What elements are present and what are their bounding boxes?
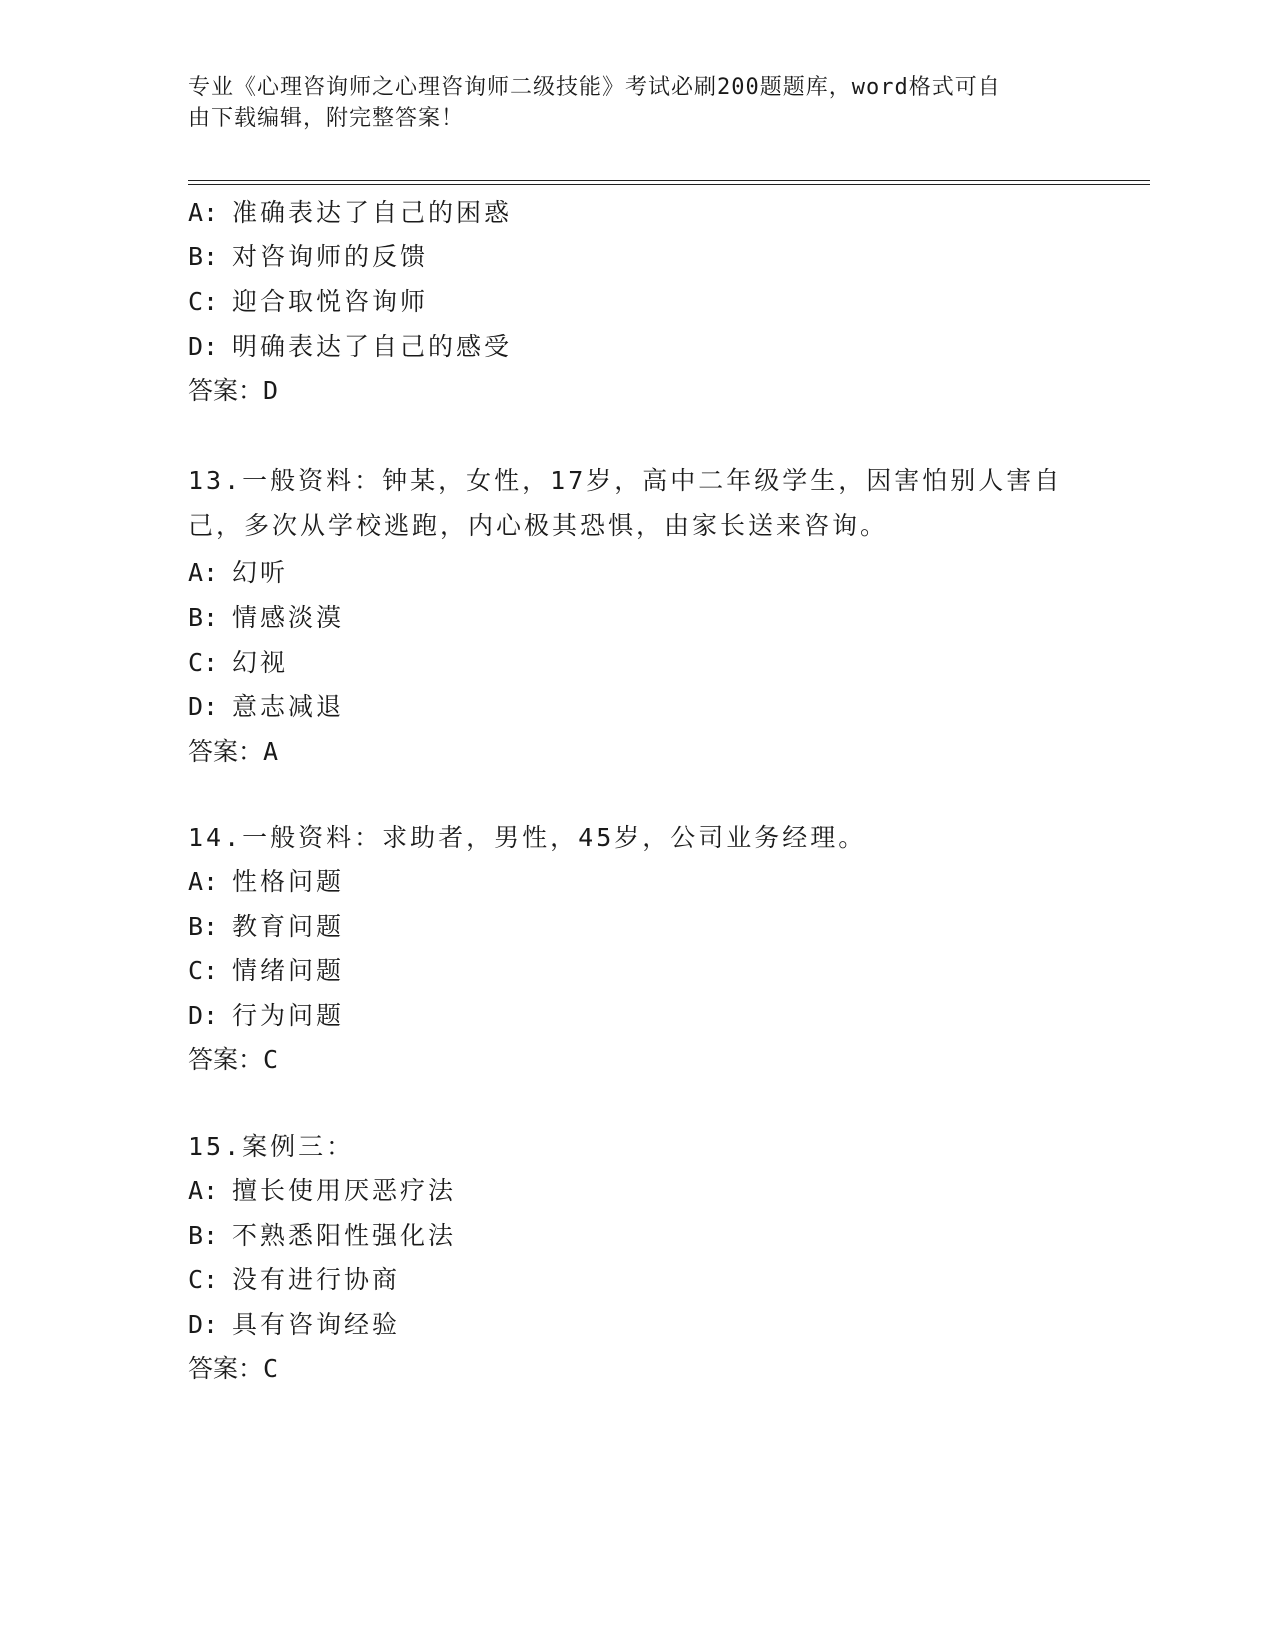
option-label: C: bbox=[188, 956, 219, 985]
header-divider-bottom bbox=[188, 184, 1150, 185]
q14-option-c bbox=[188, 954, 344, 988]
q13-stem: 13.一般资料：钟某，女性，17岁，高中二年级学生，因害怕别人害自己，多次从学校逃跑，内心极其恐惧，由家长送来咨询。 bbox=[188, 466, 1063, 540]
q13-option-c bbox=[188, 646, 288, 680]
answer-label: 答案： bbox=[188, 1355, 264, 1383]
q15-option-d bbox=[188, 1308, 400, 1342]
document-header bbox=[188, 72, 1068, 134]
option-text: 明确表达了自己的感受 bbox=[232, 332, 513, 361]
q12-option-b bbox=[188, 240, 428, 274]
option-text: 教育问题 bbox=[232, 912, 345, 941]
option-label: A: bbox=[188, 198, 219, 227]
option-label: C: bbox=[188, 648, 219, 677]
option-label: D: bbox=[188, 1001, 219, 1030]
q12-answer bbox=[188, 374, 278, 408]
q15-option-a bbox=[188, 1174, 456, 1208]
option-label: C: bbox=[188, 1265, 219, 1294]
option-label: C: bbox=[188, 287, 219, 316]
option-label: D: bbox=[188, 1310, 219, 1339]
q14-stem: 14.一般资料：求助者，男性，45岁，公司业务经理。 bbox=[188, 823, 867, 852]
option-text: 不熟悉阳性强化法 bbox=[232, 1221, 457, 1250]
option-text: 幻听 bbox=[232, 558, 289, 587]
option-text: 情绪问题 bbox=[232, 956, 345, 985]
option-label: B: bbox=[188, 1221, 219, 1250]
option-text: 幻视 bbox=[232, 648, 289, 677]
option-text: 情感淡漠 bbox=[232, 603, 345, 632]
header-line-2: 由下载编辑，附完整答案！ bbox=[188, 106, 465, 131]
option-text: 准确表达了自己的困惑 bbox=[232, 198, 513, 227]
q12-option-c bbox=[188, 285, 428, 319]
header-line-1: 专业《心理咨询师之心理咨询师二级技能》考试必刷200题题库，word格式可自 bbox=[188, 75, 1001, 100]
q12-option-a bbox=[188, 196, 512, 230]
q15-stem: 15.案例三： bbox=[188, 1132, 355, 1161]
option-label: B: bbox=[188, 912, 219, 941]
option-label: D: bbox=[188, 332, 219, 361]
q14-option-b bbox=[188, 910, 344, 944]
option-label: A: bbox=[188, 558, 219, 587]
header-divider-top bbox=[188, 180, 1150, 181]
option-label: D: bbox=[188, 692, 219, 721]
q15-option-c bbox=[188, 1263, 400, 1297]
answer-label: 答案： bbox=[188, 738, 264, 766]
option-text: 意志减退 bbox=[232, 692, 345, 721]
answer-value: A bbox=[263, 737, 279, 766]
answer-value: D bbox=[263, 376, 279, 405]
option-label: B: bbox=[188, 603, 219, 632]
q12-option-d bbox=[188, 330, 512, 364]
answer-value: C bbox=[263, 1045, 279, 1074]
answer-label: 答案： bbox=[188, 377, 264, 405]
q13-option-b bbox=[188, 601, 344, 635]
option-text: 对咨询师的反馈 bbox=[232, 242, 429, 271]
q14-option-d bbox=[188, 999, 344, 1033]
q13-option-a bbox=[188, 556, 288, 590]
option-label: A: bbox=[188, 867, 219, 896]
option-label: A: bbox=[188, 1176, 219, 1205]
q14-answer bbox=[188, 1043, 278, 1077]
q13-option-d bbox=[188, 690, 344, 724]
q14-option-a bbox=[188, 865, 344, 899]
option-text: 擅长使用厌恶疗法 bbox=[232, 1176, 457, 1205]
option-text: 行为问题 bbox=[232, 1001, 345, 1030]
answer-label: 答案： bbox=[188, 1046, 264, 1074]
option-text: 性格问题 bbox=[232, 867, 345, 896]
option-text: 具有咨询经验 bbox=[232, 1310, 401, 1339]
option-text: 没有进行协商 bbox=[232, 1265, 401, 1294]
q15-option-b bbox=[188, 1219, 456, 1253]
answer-value: C bbox=[263, 1354, 279, 1383]
option-text: 迎合取悦咨询师 bbox=[232, 287, 429, 316]
q13-answer bbox=[188, 735, 278, 769]
option-label: B: bbox=[188, 242, 219, 271]
q15-answer bbox=[188, 1352, 278, 1386]
